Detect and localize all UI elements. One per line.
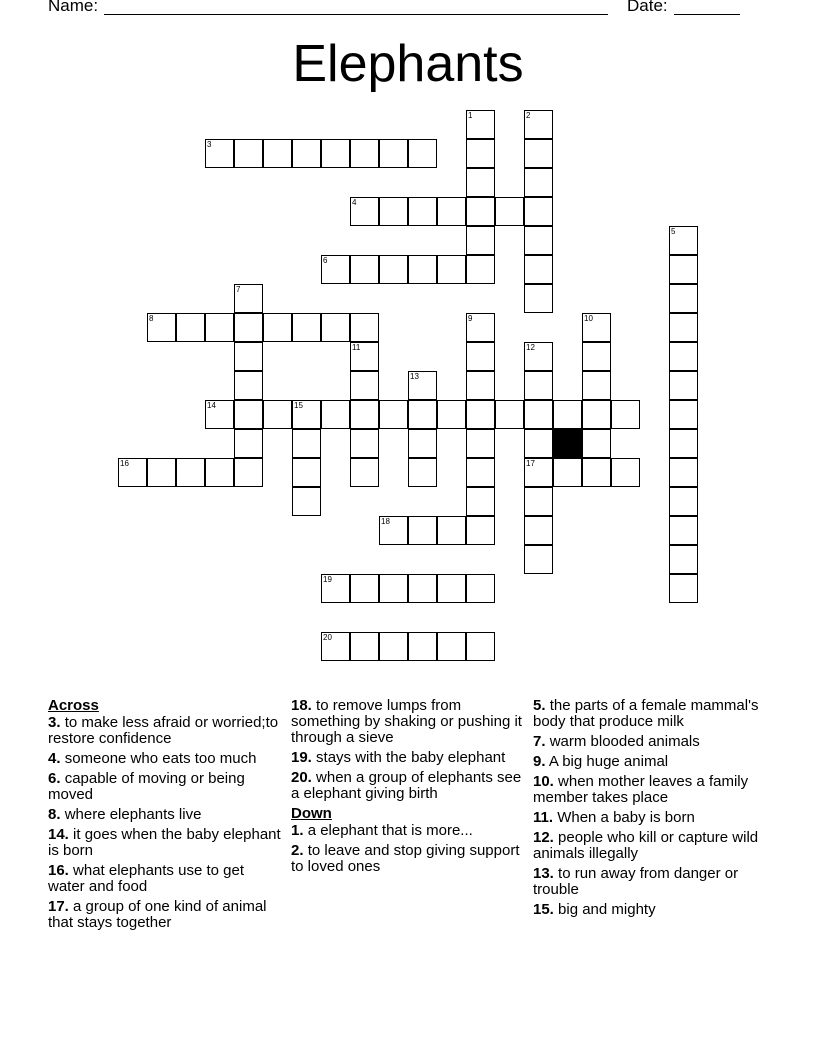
grid-cell[interactable] bbox=[350, 458, 379, 487]
grid-cell[interactable] bbox=[437, 255, 466, 284]
clue-across-19: 19. stays with the baby elephant bbox=[291, 749, 506, 766]
grid-cell[interactable] bbox=[466, 197, 495, 226]
grid-cell[interactable] bbox=[408, 429, 437, 458]
clue-down-13: 13. to run away from danger or trouble bbox=[533, 865, 739, 898]
clues-column-1 bbox=[48, 698, 284, 935]
grid-number: 13 bbox=[410, 372, 419, 381]
date-label: Date: bbox=[627, 0, 668, 15]
grid-cell[interactable] bbox=[466, 632, 495, 661]
grid-number: 3 bbox=[207, 140, 212, 149]
clue-down-10: 10. when mother leaves a family member takes place bbox=[533, 773, 749, 806]
grid-cell[interactable] bbox=[466, 487, 495, 516]
grid-cell[interactable] bbox=[437, 197, 466, 226]
grid-cell[interactable] bbox=[437, 632, 466, 661]
grid-cell[interactable] bbox=[669, 487, 698, 516]
grid-cell[interactable] bbox=[553, 458, 582, 487]
grid-cell[interactable] bbox=[263, 139, 292, 168]
clue-across-16: 16. what elephants use to get water and food bbox=[48, 862, 244, 895]
grid-cell[interactable] bbox=[437, 516, 466, 545]
grid-cell[interactable] bbox=[408, 574, 437, 603]
grid-number: 20 bbox=[323, 633, 332, 642]
grid-cell[interactable] bbox=[350, 313, 379, 342]
grid-cell[interactable] bbox=[524, 429, 553, 458]
grid-cell[interactable] bbox=[176, 458, 205, 487]
grid-cell[interactable] bbox=[611, 458, 640, 487]
grid-cell[interactable] bbox=[466, 168, 495, 197]
grid-number: 9 bbox=[468, 314, 473, 323]
grid-cell[interactable] bbox=[669, 255, 698, 284]
grid-cell[interactable] bbox=[582, 342, 611, 371]
grid-number: 16 bbox=[120, 459, 129, 468]
grid-cell[interactable] bbox=[466, 458, 495, 487]
clues-column-2 bbox=[291, 698, 527, 879]
grid-cell[interactable] bbox=[669, 545, 698, 574]
grid-cell[interactable] bbox=[408, 400, 437, 429]
grid-cell[interactable] bbox=[524, 255, 553, 284]
grid-cell[interactable] bbox=[669, 371, 698, 400]
clue-across-8: 8. where elephants live bbox=[48, 806, 202, 823]
grid-number: 1 bbox=[468, 111, 473, 120]
clue-across-3: 3. to make less afraid or worried;to restore confidence bbox=[48, 714, 279, 747]
clue-across-17: 17. a group of one kind of animal that stays together bbox=[48, 898, 267, 931]
clue-across-18: 18. to remove lumps from something by shaking or pushing it through a sieve bbox=[291, 697, 522, 746]
grid-cell[interactable] bbox=[350, 371, 379, 400]
grid-cell[interactable] bbox=[234, 400, 263, 429]
clue-down-5: 5. the parts of a female mammal's body that produce milk bbox=[533, 697, 759, 730]
grid-cell[interactable] bbox=[234, 429, 263, 458]
grid-cell[interactable] bbox=[350, 574, 379, 603]
grid-cell[interactable] bbox=[466, 255, 495, 284]
grid-cell[interactable] bbox=[669, 284, 698, 313]
grid-cell[interactable] bbox=[350, 400, 379, 429]
grid-number: 5 bbox=[671, 227, 676, 236]
grid-cell[interactable] bbox=[292, 139, 321, 168]
grid-cell[interactable] bbox=[466, 574, 495, 603]
grid-cell[interactable] bbox=[234, 342, 263, 371]
grid-cell[interactable] bbox=[379, 197, 408, 226]
grid-number: 18 bbox=[381, 517, 390, 526]
clue-across-14: 14. it goes when the baby elephant is born bbox=[48, 826, 281, 859]
grid-cell[interactable] bbox=[234, 458, 263, 487]
clue-down-12: 12. people who kill or capture wild animals illegally bbox=[533, 829, 759, 862]
grid-cell[interactable] bbox=[669, 429, 698, 458]
grid-cell[interactable] bbox=[466, 516, 495, 545]
grid-cell[interactable] bbox=[437, 574, 466, 603]
grid-number: 12 bbox=[526, 343, 535, 352]
grid-number: 14 bbox=[207, 401, 216, 410]
grid-cell[interactable] bbox=[350, 255, 379, 284]
down-heading: Down bbox=[291, 805, 332, 822]
grid-cell[interactable] bbox=[669, 516, 698, 545]
grid-cell[interactable] bbox=[292, 429, 321, 458]
grid-number: 7 bbox=[236, 285, 241, 294]
name-label: Name: bbox=[48, 0, 99, 15]
grid-cell[interactable] bbox=[466, 342, 495, 371]
grid-cell[interactable] bbox=[350, 429, 379, 458]
grid-cell[interactable] bbox=[263, 313, 292, 342]
grid-cell[interactable] bbox=[553, 400, 582, 429]
clue-across-6: 6. capable of moving or being moved bbox=[48, 770, 245, 803]
page-title: Elephants bbox=[292, 35, 524, 93]
grid-cell[interactable] bbox=[669, 313, 698, 342]
clue-down-7: 7. warm blooded animals bbox=[533, 733, 700, 750]
grid-cell[interactable] bbox=[408, 139, 437, 168]
clue-down-11: 11. When a baby is born bbox=[533, 809, 695, 826]
grid-cell[interactable] bbox=[321, 400, 350, 429]
grid-cell[interactable] bbox=[263, 400, 292, 429]
grid-number: 8 bbox=[149, 314, 154, 323]
grid-cell[interactable] bbox=[495, 400, 524, 429]
grid-cell[interactable] bbox=[466, 371, 495, 400]
grid-cell[interactable] bbox=[669, 458, 698, 487]
grid-cell[interactable] bbox=[524, 516, 553, 545]
clue-down-15: 15. big and mighty bbox=[533, 901, 656, 918]
grid-number: 19 bbox=[323, 575, 332, 584]
grid-cell[interactable] bbox=[524, 284, 553, 313]
grid-number: 17 bbox=[526, 459, 535, 468]
grid-cell[interactable] bbox=[234, 371, 263, 400]
grid-cell[interactable] bbox=[466, 139, 495, 168]
grid-cell[interactable] bbox=[611, 400, 640, 429]
grid-cell[interactable] bbox=[524, 487, 553, 516]
grid-cell[interactable] bbox=[466, 400, 495, 429]
grid-cell[interactable] bbox=[234, 313, 263, 342]
grid-cell[interactable] bbox=[669, 342, 698, 371]
grid-cell[interactable] bbox=[524, 197, 553, 226]
grid-cell[interactable] bbox=[350, 139, 379, 168]
grid-cell[interactable] bbox=[321, 139, 350, 168]
grid-cell[interactable] bbox=[205, 313, 234, 342]
grid-cell[interactable] bbox=[582, 458, 611, 487]
grid-number: 11 bbox=[352, 343, 361, 352]
grid-cell[interactable] bbox=[437, 400, 466, 429]
grid-number: 10 bbox=[584, 314, 593, 323]
grid-number: 15 bbox=[294, 401, 303, 410]
grid-cell[interactable] bbox=[466, 226, 495, 255]
grid-cell[interactable] bbox=[408, 458, 437, 487]
grid-cell[interactable] bbox=[669, 400, 698, 429]
grid-cell[interactable] bbox=[669, 574, 698, 603]
grid-cell[interactable] bbox=[524, 371, 553, 400]
grid-cell[interactable] bbox=[524, 400, 553, 429]
grid-cell[interactable] bbox=[582, 429, 611, 458]
grid-cell[interactable] bbox=[524, 139, 553, 168]
grid-cell[interactable] bbox=[582, 400, 611, 429]
grid-cell[interactable] bbox=[495, 197, 524, 226]
grid-cell[interactable] bbox=[379, 139, 408, 168]
clue-down-1: 1. a elephant that is more... bbox=[291, 822, 473, 839]
grid-cell[interactable] bbox=[524, 226, 553, 255]
grid-cell[interactable] bbox=[466, 429, 495, 458]
grid-cell[interactable] bbox=[292, 313, 321, 342]
grid-cell[interactable] bbox=[524, 545, 553, 574]
grid-cell[interactable] bbox=[321, 313, 350, 342]
grid-cell[interactable] bbox=[147, 458, 176, 487]
grid-cell[interactable] bbox=[176, 313, 205, 342]
grid-number: 6 bbox=[323, 256, 328, 265]
grid-cell[interactable] bbox=[379, 574, 408, 603]
grid-cell[interactable] bbox=[408, 516, 437, 545]
grid-cell[interactable] bbox=[234, 139, 263, 168]
grid-cell[interactable] bbox=[408, 197, 437, 226]
clue-across-20: 20. when a group of elephants see a elephant giving birth bbox=[291, 769, 522, 802]
grid-cell[interactable] bbox=[408, 255, 437, 284]
clues-column-3 bbox=[533, 698, 769, 922]
grid-number: 4 bbox=[352, 198, 357, 207]
across-heading: Across bbox=[48, 697, 99, 714]
grid-number: 2 bbox=[526, 111, 531, 120]
grid-cell[interactable] bbox=[379, 400, 408, 429]
grid-cell[interactable] bbox=[292, 487, 321, 516]
grid-cell[interactable] bbox=[292, 458, 321, 487]
grid-cell[interactable] bbox=[379, 632, 408, 661]
grid-cell[interactable] bbox=[408, 632, 437, 661]
clue-down-2: 2. to leave and stop giving support to loved ones bbox=[291, 842, 520, 875]
clue-down-9: 9. A big huge animal bbox=[533, 753, 669, 770]
black-cell bbox=[553, 429, 582, 458]
grid-cell[interactable] bbox=[205, 458, 234, 487]
grid-cell[interactable] bbox=[582, 371, 611, 400]
clue-across-4: 4. someone who eats too much bbox=[48, 750, 257, 767]
grid-cell[interactable] bbox=[350, 632, 379, 661]
grid-cell[interactable] bbox=[379, 255, 408, 284]
grid-cell[interactable] bbox=[524, 168, 553, 197]
